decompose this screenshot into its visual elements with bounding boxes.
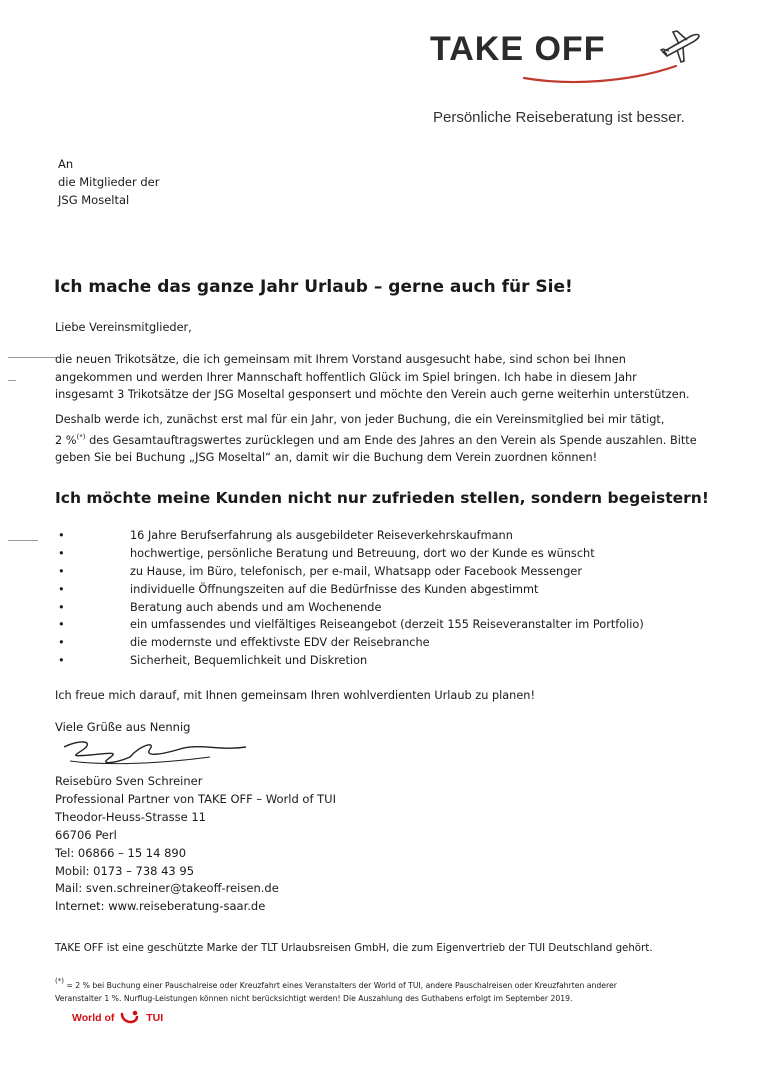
scan-mark	[8, 357, 56, 358]
percent-value: 2 %	[55, 433, 77, 447]
closing-sentence: Ich freue mich darauf, mit Ihnen gemeinsam Ihren wohlverdienten Urlaub zu planen!	[55, 689, 535, 702]
recipient-address	[58, 155, 159, 209]
paragraph-line: Deshalb werde ich, zunächst erst mal für ein Jahr, von jeder Buchung, die ein Vereinsmitglied bei mir tätigt,	[55, 413, 665, 426]
handwritten-signature	[60, 735, 250, 771]
list-item-text: zu Hause, im Büro, telefonisch, per e-mail, Whatsapp oder Facebook Messenger	[130, 564, 582, 578]
contact-name: Reisebüro Sven Schreiner	[55, 774, 203, 788]
logo-tagline: Persönliche Reiseberatung ist besser.	[433, 109, 685, 126]
recipient-line: die Mitglieder der	[58, 175, 160, 189]
list-item-text: individuelle Öffnungszeiten auf die Bedürfnisse des Kunden abgestimmt	[130, 582, 539, 596]
scan-mark	[8, 380, 16, 381]
bullet-icon: •	[58, 600, 65, 614]
recipient-line: JSG Moseltal	[58, 193, 130, 207]
bullet-icon: •	[58, 529, 65, 542]
scan-mark	[8, 540, 38, 541]
list-item-text: Beratung auch abends und am Wochenende	[130, 600, 382, 614]
logo-swoosh	[520, 62, 680, 84]
footnote-marker: (*)	[55, 977, 64, 985]
contact-partner: Professional Partner von TAKE OFF – World of TUI	[55, 791, 336, 806]
tui-smile-icon	[120, 1010, 140, 1026]
contact-mobile: Mobil: 0173 – 738 43 95	[55, 863, 195, 878]
contact-email: Mail: sven.schreiner@takeoff-reisen.de	[55, 881, 279, 896]
paragraph-sponsoring	[55, 351, 735, 404]
bullet-icon: •	[58, 636, 65, 650]
paragraph-line: die neuen Trikotsätze, die ich gemeinsam mit Ihrem Vorstand ausgesucht habe, sind schon bei Ihnen	[55, 353, 626, 366]
contact-phone: Tel: 06866 – 15 14 890	[55, 845, 187, 860]
bullet-icon: •	[58, 654, 65, 668]
bullet-icon: •	[58, 546, 65, 560]
contact-block	[55, 773, 336, 916]
paragraph-line: insgesamt 3 Trikotsätze der JSG Moseltal gesponsert und möchte den Verein auch gerne weiterhin unterstützen.	[55, 388, 690, 401]
paragraph-text: des Gesamtauftragswertes zurücklegen und am Ende des Jahres an den Verein als Spende auszahlen. Bitte	[85, 433, 697, 447]
list-item-text: die modernste und effektivste EDV der Reisebranche	[130, 636, 430, 650]
greeting: Liebe Vereinsmitglieder,	[55, 321, 192, 334]
footnote-marker: (*)	[76, 432, 86, 441]
footnote-text: = 2 % bei Buchung einer Pauschalreise oder Kreuzfahrt eines Veranstalters der World of TUI, andere Pauschalreisen oder Kreuzfahrten anderer	[63, 981, 617, 990]
tui-logo-prefix: World of	[72, 1011, 115, 1024]
contact-city: 66706 Perl	[55, 827, 117, 842]
list-item-text: 16 Jahre Berufserfahrung als ausgebildeter Reiseverkehrskaufmann	[130, 529, 513, 542]
paragraph-line	[55, 429, 735, 450]
letter-subheadline: Ich möchte meine Kunden nicht nur zufrieden stellen, sondern begeistern!	[55, 489, 709, 507]
footnote	[55, 975, 617, 1005]
letter-headline: Ich mache das ganze Jahr Urlaub – gerne auch für Sie!	[54, 277, 573, 297]
list-item-text: hochwertige, persönliche Beratung und Betreuung, dort wo der Kunde es wünscht	[130, 546, 595, 560]
contact-website: Internet: www.reiseberatung-saar.de	[55, 899, 266, 914]
contact-street: Theodor-Heuss-Strasse 11	[55, 809, 206, 824]
paragraph-donation	[55, 411, 735, 467]
tui-logo-name: TUI	[146, 1011, 164, 1024]
list-item-text: ein umfassendes und vielfältiges Reiseangebot (derzeit 155 Reiseveranstalter im Portfolio)	[130, 618, 644, 632]
recipient-line: An	[58, 157, 74, 171]
footnote-line: Veranstalter 1 %. Nurflug-Leistungen können nicht berücksichtigt werden! Die Auszahlung des Guthabens erfolgt im September 2019.	[55, 993, 573, 1003]
footnote-line	[55, 975, 617, 993]
paragraph-line: geben Sie bei Buchung „JSG Moseltal“ an, damit wir die Buchung dem Verein zuordnen können!	[55, 451, 598, 464]
trademark-note: TAKE OFF ist eine geschützte Marke der TLT Urlaubsreisen GmbH, die zum Eigenvertrieb der TUI Deutschland gehört.	[55, 943, 653, 954]
paragraph-line: angekommen und werden Ihrer Mannschaft hoffentlich Glück im Spiel bringen. Ich habe in diesem Jahr	[55, 370, 637, 384]
list-item-text: Sicherheit, Bequemlichkeit und Diskretion	[130, 654, 368, 668]
bullet-icon: •	[58, 564, 65, 578]
bullet-icon: •	[58, 582, 65, 596]
takeoff-logo: TAKE OFF	[430, 30, 606, 68]
sign-off: Viele Grüße aus Nennig	[55, 720, 191, 734]
world-of-tui-logo	[72, 1010, 163, 1026]
bullet-icon: •	[58, 618, 65, 632]
